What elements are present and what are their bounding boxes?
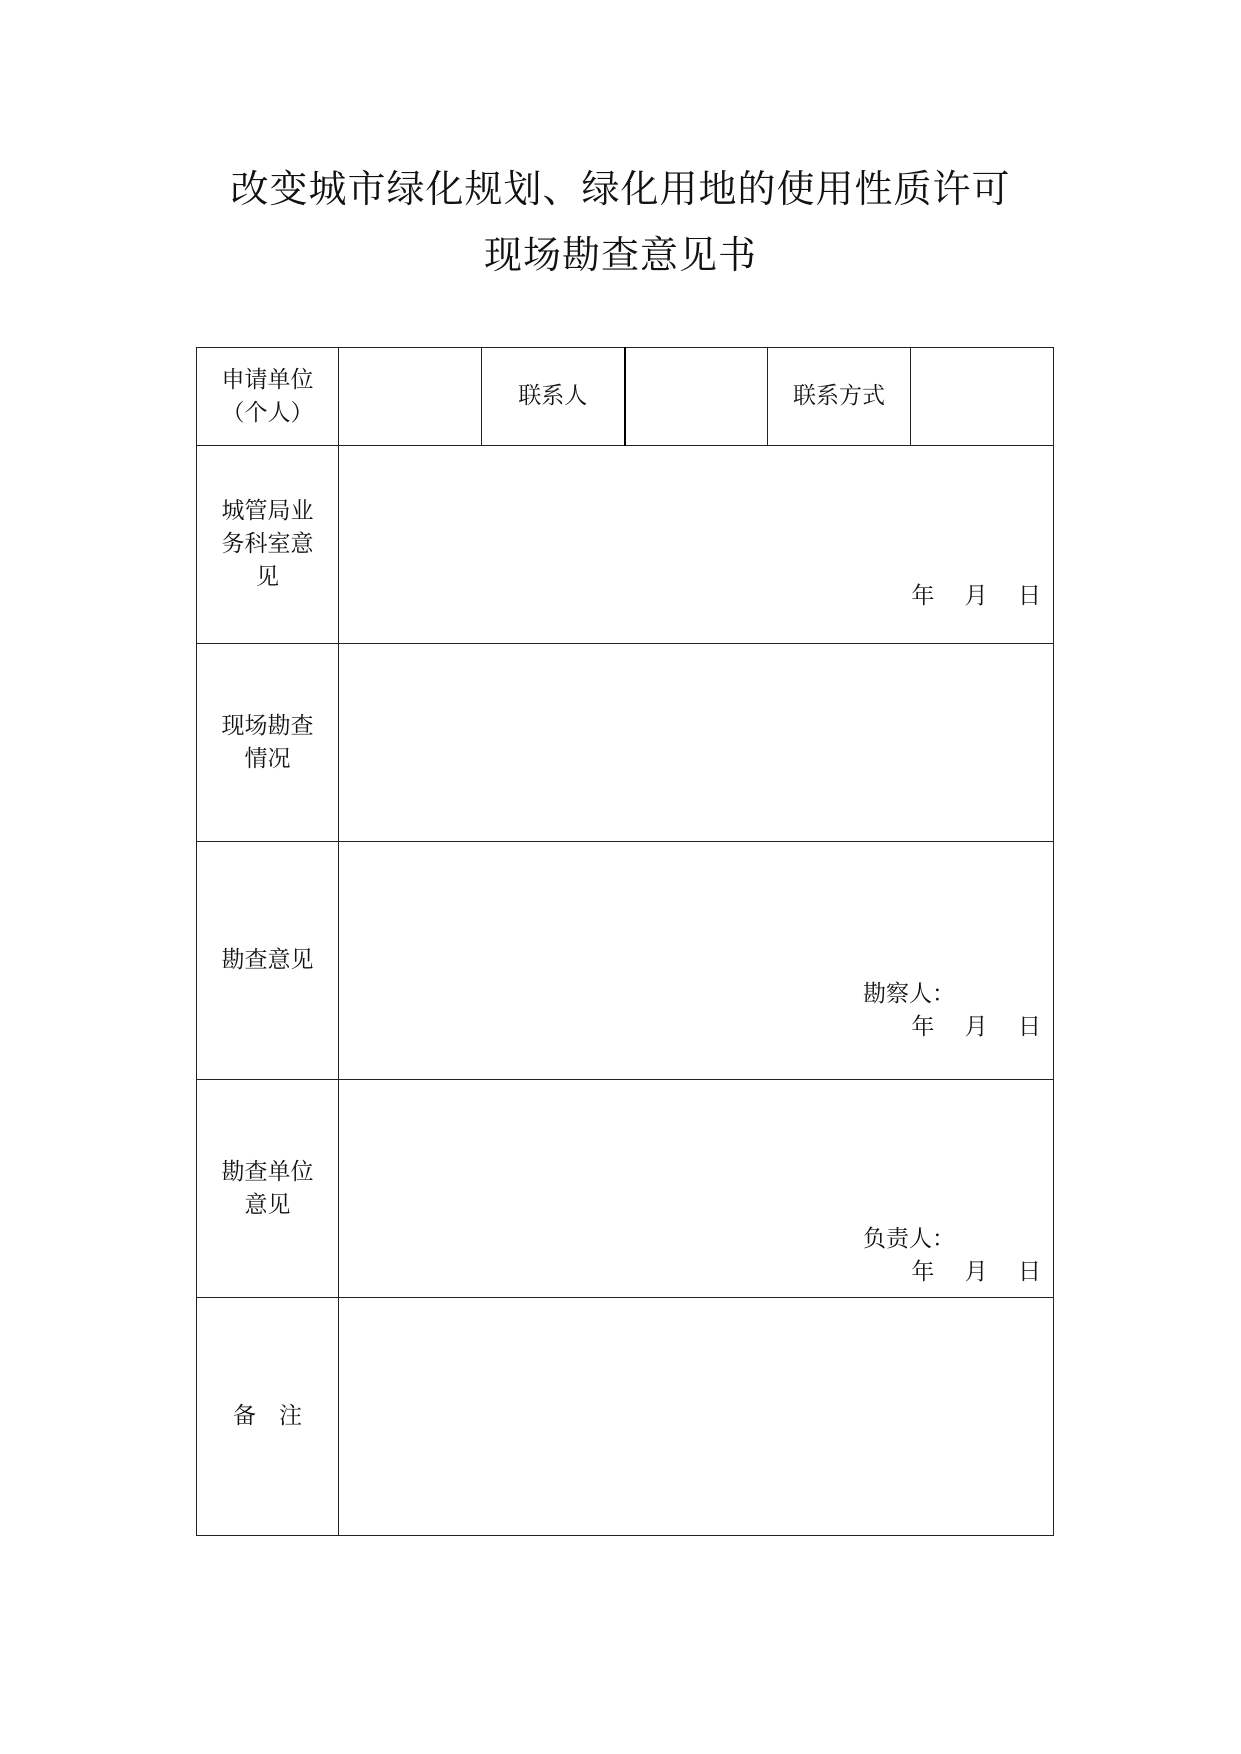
table-row-remarks	[197, 1298, 1054, 1536]
survey-unit-opinion-label: 勘查单位 意见	[221, 1158, 314, 1218]
site-survey-field[interactable]	[339, 644, 1054, 842]
survey-unit-opinion-date: 年 月 日	[911, 1259, 1041, 1285]
bureau-opinion-label-cell	[197, 446, 339, 644]
document-title-line1: 改变城市绿化规划、绿化用地的使用性质许可	[230, 167, 1011, 211]
surveyor-label: 勘察人：	[863, 981, 955, 1007]
contact-method-field[interactable]	[911, 348, 1054, 446]
contact-person-field[interactable]	[625, 348, 768, 446]
remarks-field[interactable]	[339, 1298, 1054, 1536]
table-row-survey-unit-opinion	[197, 1080, 1054, 1298]
document-title-line2: 现场勘查意见书	[483, 233, 757, 277]
applicant-label: 申请单位 （个人）	[221, 366, 314, 426]
contact-person-label: 联系人	[518, 383, 588, 409]
site-survey-label: 现场勘查 情况	[221, 712, 314, 772]
contact-person-label-cell	[482, 348, 625, 446]
bureau-opinion-field[interactable]	[339, 446, 1054, 644]
remarks-label: 备 注	[233, 1403, 302, 1429]
table-row-applicant	[197, 348, 1054, 446]
responsible-person-label: 负责人：	[863, 1226, 955, 1252]
survey-unit-opinion-field[interactable]	[339, 1080, 1054, 1298]
applicant-label-cell	[197, 348, 339, 446]
site-survey-label-cell	[197, 644, 339, 842]
bureau-opinion-label: 城管局业 务科室意 见	[221, 498, 314, 590]
table-row-bureau-opinion	[197, 446, 1054, 644]
survey-unit-opinion-label-cell	[197, 1080, 339, 1298]
survey-opinion-field[interactable]	[339, 842, 1054, 1080]
table-row-survey-opinion	[197, 842, 1054, 1080]
bureau-opinion-date: 年 月 日	[911, 583, 1041, 609]
table-row-site-survey	[197, 644, 1054, 842]
applicant-field[interactable]	[339, 348, 482, 446]
contact-method-label: 联系方式	[793, 383, 885, 409]
survey-form-table	[196, 347, 1054, 1536]
remarks-label-cell	[197, 1298, 339, 1536]
survey-opinion-label: 勘查意见	[221, 947, 314, 973]
survey-opinion-label-cell	[197, 842, 339, 1080]
contact-method-label-cell	[768, 348, 911, 446]
survey-opinion-date: 年 月 日	[911, 1014, 1041, 1040]
